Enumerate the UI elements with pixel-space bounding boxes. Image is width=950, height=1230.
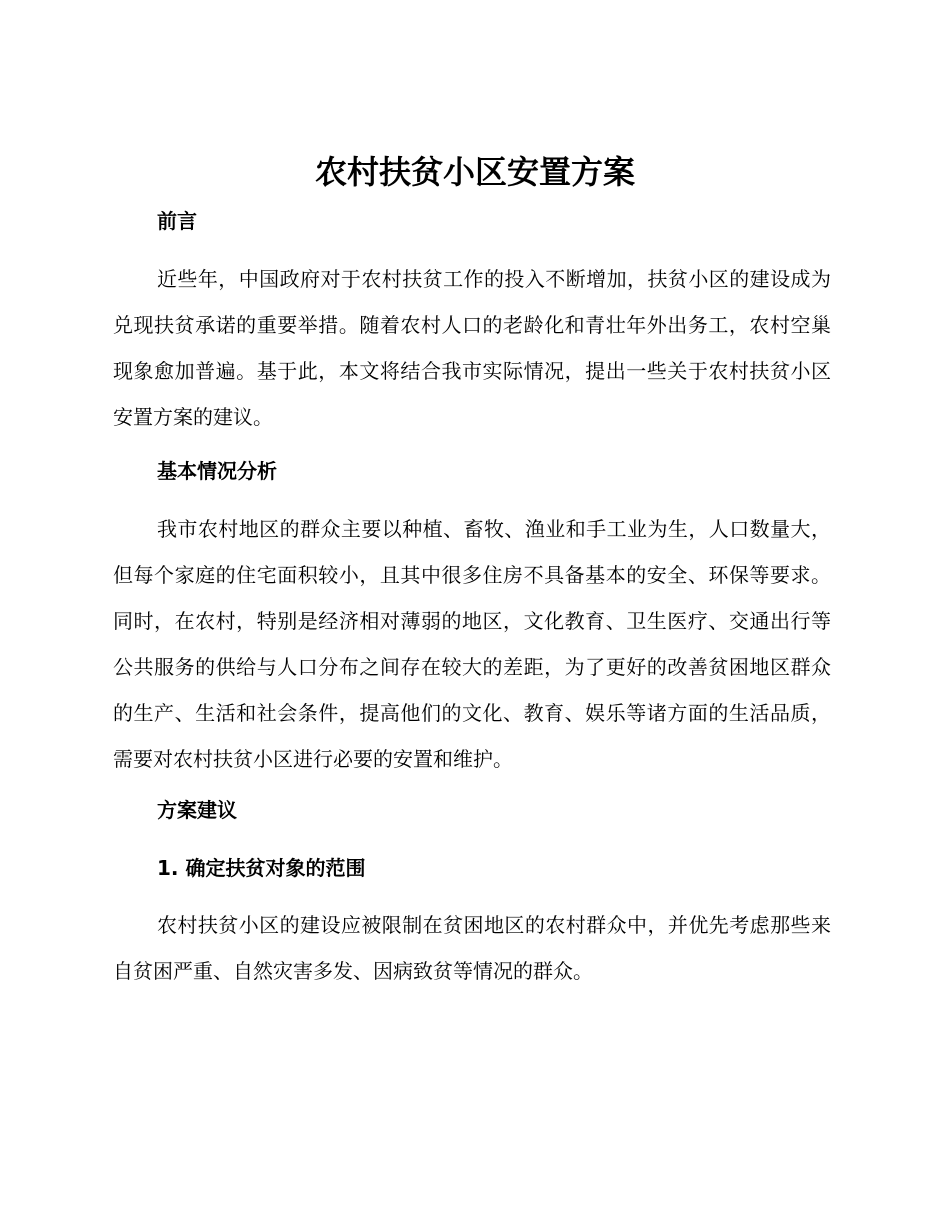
section-heading-intro: 前言 [157,209,197,233]
analysis-paragraph: 我市农村地区的群众主要以种植、畜牧、渔业和手工业为生，人口数量大，但每个家庭的住宅面积较小，且其中很多住房不具备基本的安全、环保等要求。同时，在农村，特别是经济相对薄弱的地区，文化教育、卫生医疗、交通出行等公共服务的供给与人口分布之间存在较大的差距，为了更好的改善贫困地区群众的生产、生活和社会条件，提高他们的文化、教育、娱乐等诸方面的生活品质，需要对农村扶贫小区进行必要的安置和维护。 [113,517,831,771]
item1-paragraph: 农村扶贫小区的建设应被限制在贫困地区的农村群众中，并优先考虑那些来自贫困严重、自然灾害多发、因病致贫等情况的群众。 [113,913,831,983]
subsection-heading-item1: 1. 确定扶贫对象的范围 [157,856,366,880]
section-heading-proposal: 方案建议 [157,798,237,822]
section-heading-analysis: 基本情况分析 [157,459,277,483]
intro-paragraph: 近些年，中国政府对于农村扶贫工作的投入不断增加，扶贫小区的建设成为兑现扶贫承诺的重要举措。随着农村人口的老龄化和青壮年外出务工，农村空巢现象愈加普遍。基于此，本文将结合我市实际情况，提出一些关于农村扶贫小区安置方案的建议。 [113,267,831,429]
document-title: 农村扶贫小区安置方案 [314,153,635,191]
